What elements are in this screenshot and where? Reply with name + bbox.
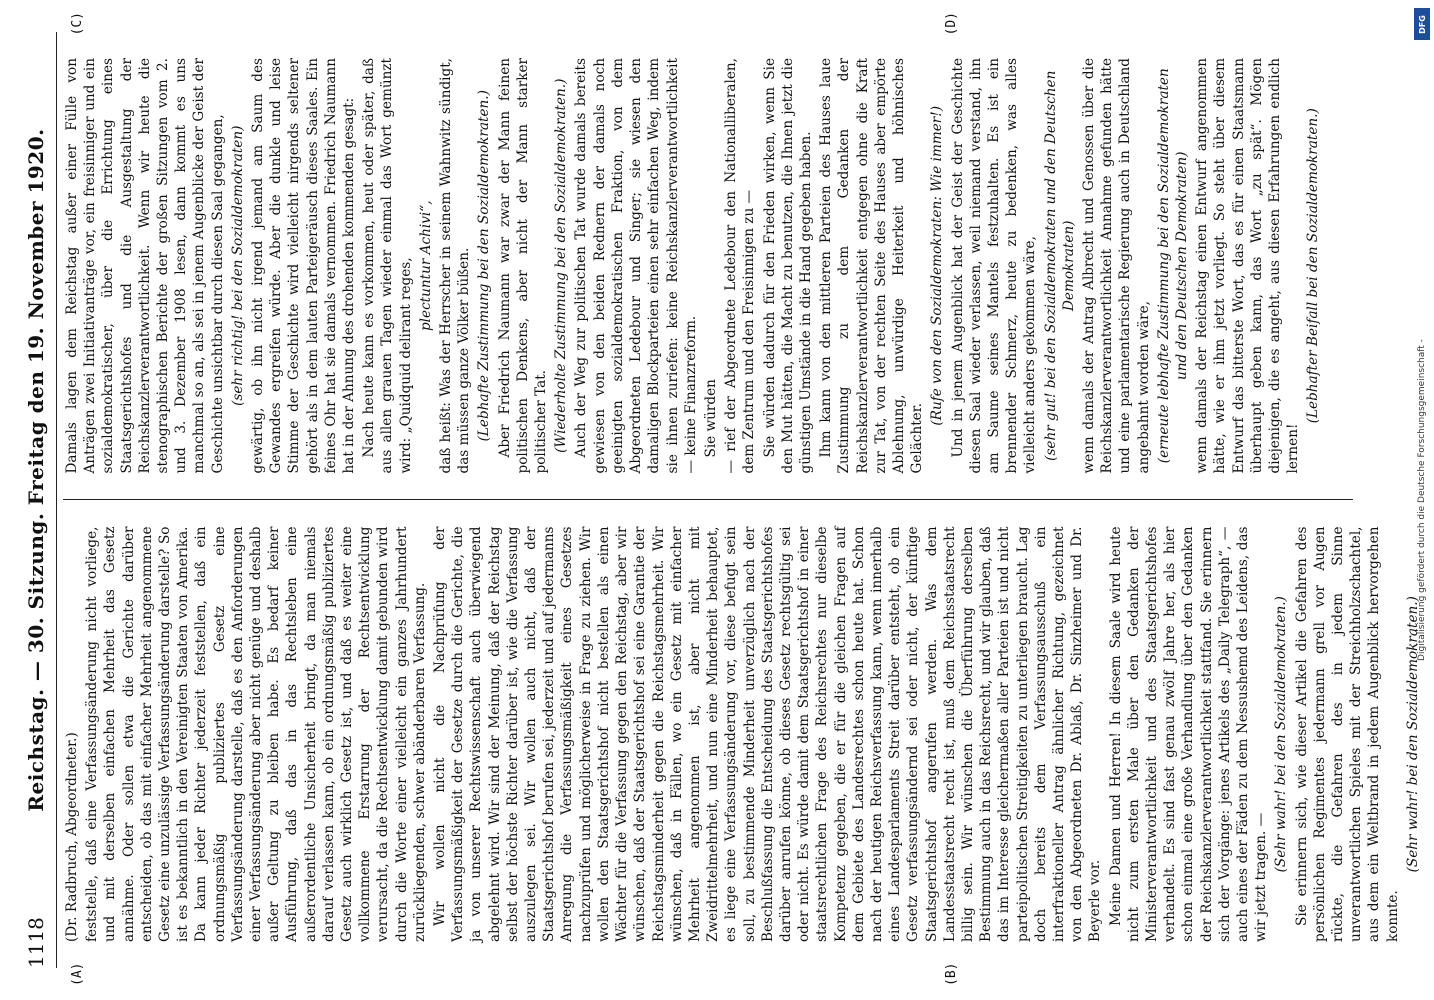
paragraph: Ihm kann von den mittleren Parteien des Hauses laue Zustimmung zu dem Gedanken der Reichskanzlerverantwortlichkeit entgegen ohne die Kraft zur Tat, von der rechten Seite des Hauses aber empörte Ablehnung, unwürdige Heiterkeit und höhnisches Gelächter.	[818, 58, 926, 474]
paragraph: wenn damals der Antrag Albrecht und Genossen über die Reichskanzlerverantwortlichkeit Annahme gefunden hätte und eine parlamentarische Regierung auch in Deutschland angebahnt worden wäre,	[1080, 58, 1152, 474]
document-page	[10, 10, 1421, 990]
paragraph: feststelle, daß eine Verfassungsänderung nicht vorliege, und mit derselben einfachen Mehrheit das Gesetz annähme. Oder sollen etwa die Gerichte darüber entscheiden, ob das mit einfacher Mehrheit angenommene Gesetz eine unzulässige Verfassungsänderung darstelle? So ist es bekanntlich in den Vereinigten Staaten von Amerika. Da kann jeder Richter jederzeit feststellen, daß ein ordnungsmäßig publiziertes Gesetz eine Verfassungsänderung darstelle, daß es den Anforderungen einer Verfassungsänderung aber nicht genüge und deshalb außer Geltung zu bleiben habe. Es bedarf keiner Ausführung, daß das in das Rechtsleben eine außerordentliche Unsicherheit bringt, da man niemals darauf verlassen kann, ob ein ordnungsmäßig publiziertes Gesetz auch wirklich Gesetz ist, und daß es weiter eine vollkommene Erstarrung der Rechtsentwicklung verursacht, da die Rechtsentwicklung damit gebunden wird durch die Worte einer vielleicht ein ganzes Jahrhundert zurückliegenden, schwer abänderbaren Verfassung.	[84, 526, 428, 942]
interjection: (Lebhafter Beifall bei den Sozialdemokraten.)	[1305, 108, 1322, 424]
paragraph: daß heißt: Was der Herrscher in seinem Wahnwitz sündigt, das müssen ganze Völker büßen.	[438, 58, 473, 474]
interjection: (Wiederholte Zustimmung bei den Sozialdemokraten.)	[553, 78, 570, 453]
paragraph: Sie würden	[702, 379, 719, 458]
dfg-logo-text: DFG	[1417, 14, 1427, 34]
interjection: (sehr richtig! bei den Sozialdemokraten)	[229, 125, 246, 406]
margin-letter-c: (C)	[70, 12, 85, 36]
interjection: (Lebhafte Zustimmung bei den Sozialdemokraten.)	[476, 90, 493, 442]
quotation: Sie würden dadurch für den Frieden wirken, wenn Sie den Mut hätten, die Macht zu benutzen, die Ihnen jetzt die günstigen Umstände in die Hand gegeben haben.	[761, 58, 814, 474]
interjection: (Sehr wahr! bei den Sozialdemokraten.)	[1404, 596, 1421, 873]
paragraph: — rief der Abgeordnete Ledebour den Nationalliberalen, dem Zentrum und den Freisinnigen zu —	[723, 58, 758, 474]
interjection: (sehr gut! bei den Sozialdemokraten und den Deutschen Demokraten)	[1042, 70, 1077, 461]
paragraph: Aber Friedrich Naumann war zwar der Mann feinen politischen Denkens, aber nicht der Mann starker politischer Tat.	[496, 58, 550, 474]
paragraph: Meine Damen und Herren! In diesem Saale wird heute nicht zum ersten Male über den Gedanken der Ministerverantwortlichkeit und des Staatsgerichtshofes verhandelt. Es sind fast genau zwölf Jahre her, als hier schon einmal eine große Verhandlung über den Gedanken der Reichskanzlerverantwortlichkeit stattfand. Sie erinnern sich der Vorgänge: jenes Artikels des „Daily Telegraph“, — auch eines der Fäden zu dem Nessushemd des Leidens, das wir jetzt tragen. —	[1107, 526, 1270, 942]
latin-quote: plectuntur Achivi“,	[417, 200, 434, 332]
dfg-logo	[1414, 8, 1430, 40]
paragraph: Sie erinnern sich, wie dieser Artikel die Gefahren des persönlichen Regimentes jedermann grell vor Augen rückte, die Gefahren des in jedem Sinne unverantwortlichen Spieles mit der Streichholzschachtel, aus dem ein Weltbrand in jedem Augenblick hervorgehen konnte.	[1293, 526, 1401, 942]
interjection: (Sehr wahr! bei den Sozialdemokraten.)	[1273, 596, 1290, 873]
margin-letter-a: (A)	[70, 962, 85, 986]
interjection: (Rufe von den Sozialdemokraten: Wie immer!)	[929, 105, 946, 426]
paragraph: wenn damals der Reichstag einen Entwurf angenommen hätte, wie er ihm jetzt vorliegt. So steht über diesem Entwurf das bitterste Wort, das es für einen Staatsmann überhaupt geben kann, das Wort „zu spät“. Mögen diejenigen, die es angeht, aus diesen Erfahrungen endlich lernen!	[1194, 58, 1302, 474]
paragraph: gewärtig, ob ihn nicht irgend jemand am Saum des Gewandes ergreifen würde. Aber die dunkle und leise Stimme der Geschichte wird vielleicht nirgends seltener gehört als in dem lauten Parteigeräusch dieses Saales. Ein feines Ohr hat sie damals vernommen. Friedrich Naumann hat in der Ahnung des drohenden kommenden gesagt:	[250, 58, 358, 474]
running-title: Reichstag. — 30. Sitzung. Freitag den 19. November 1920.	[24, 128, 48, 812]
margin-letter-b: (B)	[944, 962, 959, 986]
digitization-credit: Digitalisierung gefördert durch die Deutsche Forschungsgemeinschaft -	[1417, 339, 1427, 661]
paragraph: Auch der Weg zur politischen Tat wurde damals bereits gewiesen von den beiden Rednern der damals noch geeinigten sozialdemokratischen Fraktion, von dem Abgeordneten Ledebour und Singer; sie wiesen den damaligen Blockparteien einen sehr einfachen Weg, indem sie ihnen zuriefen: keine Reichskanzlerverantwortlichkeit — keine Finanzreform.	[573, 58, 699, 474]
paragraph: Damals lagen dem Reichstag außer einer Fülle von Anträgen zwei Initiativanträge vor, ein freisinniger und ein sozialdemokratischer, über die Errichtung eines Staatsgerichtshofes und die Ausgestaltung der Reichskanzlerverantwortlichkeit. Wenn wir heute die stenographischen Berichte der großen Sitzungen vom 2. und 3. Dezember 1908 lesen, dann kommt es uns manchmal so an, als sei in jenem Augenblicke der Geist der Geschichte unsichtbar durch diesen Saal gegangen,	[64, 58, 226, 474]
paragraph: Wir wollen nicht die Nachprüfung der Verfassungsmäßigkeit der Gesetze durch die Gerichte, die ja von unserer Rechtswissenschaft auch überwiegend abgelehnt wird. Wir sind der Meinung, daß der Reichstag selbst der höchste Richter darüber ist, wie die Verfassung auszulegen sei. Wir wollen auch nicht, daß der Staatsgerichtshof berufen sei, jederzeit und auf jedermanns Anregung die Verfassungsmäßigkeit eines Gesetzes nachzuprüfen und möglicherweise in Frage zu ziehen. Wir wollen den Staatsgerichtshof nicht bestellen als einen Wächter für die Verfassung gegen den Reichstag, aber wir wünschen, daß der Staatsgerichtshof sei eine Garantie der Reichstagsminderheit gegen die Reichstagsmehrheit. Wir wünschen, daß in Fällen, wo ein Gesetz mit einfacher Mehrheit angenommen ist, aber nicht mit Zweidrittelmehrheit, und nun eine Minderheit behauptet, es liege eine Verfassungsänderung vor, diese befugt sein soll, zu bestimmende Minderheit unverzüglich nach der Beschlußfassung die Entscheidung des Staatsgerichtshofes darüber anrufen könne, ob dieses Gesetz rechtsgültig sei oder nicht. Es würde damit dem Staatsgerichtshof in einer staatsrechtlichen Frage des Reichsrechtes nur dieselbe Kompetenz gegeben, die er für die gleichen Fragen auf dem Gebiete des Landesrechtes schon heute hat. Schon nach der heutigen Reichsverfassung kann, wenn innerhalb eines Landesparlaments Streit darüber entsteht, ob ein Gesetz verfassungsändernd sei oder nicht, der künftige Staatsgerichtshof angerufen werden. Was dem Landesstaatsrecht recht ist, muß dem Reichsstaatsrecht billig sein. Wir wünschen die Überführung derselben Bestimmung auch in das Reichsrecht, und wir glauben, daß das im Interesse gleichermaßen aller Parteien ist und nicht parteipolitischen Streitigkeiten zu unterliegen braucht. Lag doch bereits dem Verfassungsausschuß ein interfraktioneller Antrag ähnlicher Richtung, gezeichnet von den Abgeordneten Dr. Ablaß, Dr. Sinzheimer und Dr. Beyerle vor.	[432, 526, 1104, 942]
text-columns	[63, 12, 1421, 986]
margin-letter-d: (D)	[944, 12, 959, 36]
quotation: Nach heute kann es vorkommen, heut oder später, daß aus allen grauen Tagen wieder einmal das Wort gemünzt wird: „Quidquid delirant reges,	[361, 58, 414, 474]
speaker-line: (Dr. Radbruch, Abgeordneter.)	[64, 732, 80, 942]
page-header	[24, 32, 57, 968]
right-column	[63, 12, 1353, 500]
left-column	[63, 501, 1421, 986]
paragraph: Und in jenem Augenblick hat der Geist der Geschichte diesen Saal wieder verlassen, weil niemand verstand, ihn am Saume seines Mantels festzuhalten. Es ist ein brennender Schmerz, heute zu bedenken, was alles vielleicht anders gekommen wäre,	[949, 58, 1039, 474]
interjection: (erneute lebhafte Zustimmung bei den Sozialdemokraten und den Deutschen Demokraten)	[1155, 68, 1190, 464]
page-number: 1118	[24, 917, 48, 968]
